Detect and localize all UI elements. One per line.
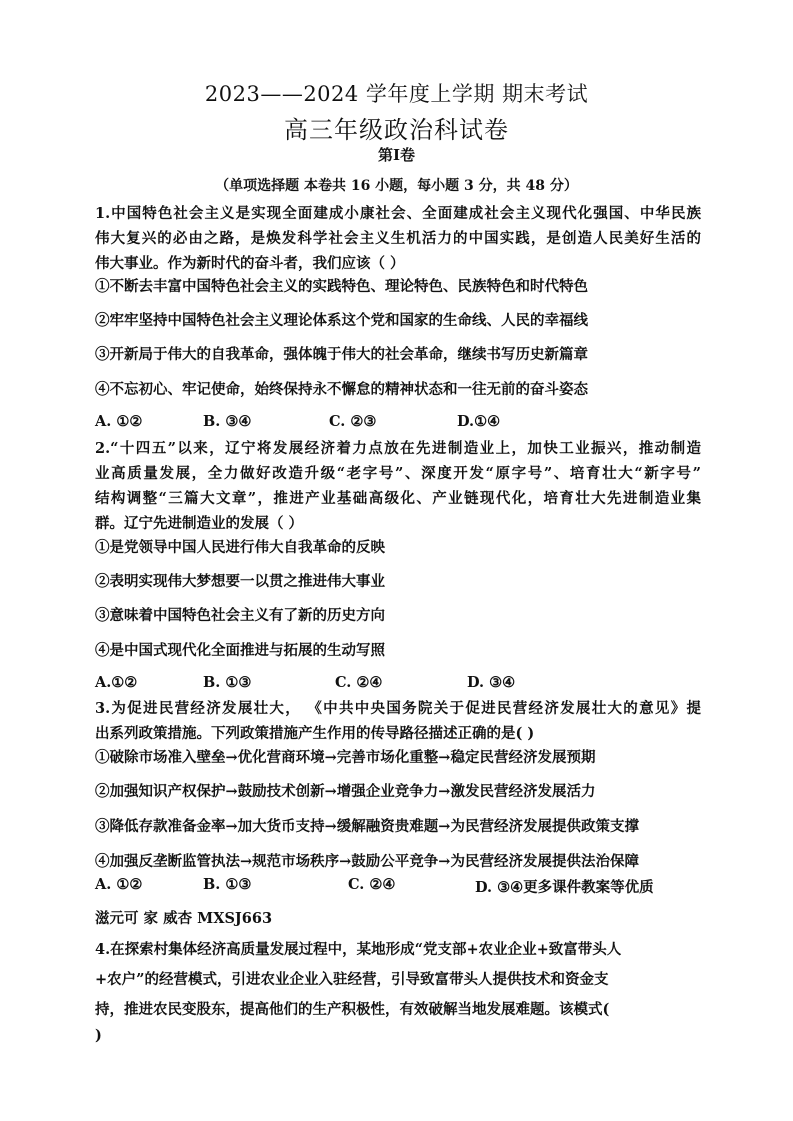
choice-c[interactable]: C. ②④ [335, 674, 383, 691]
question-1-stem-line: 1.中国特色社会主义是实现全面建成小康社会、全面建成社会主义现代化强国、中华民族 [95, 205, 701, 222]
choice-d[interactable]: D. ③④更多课件教案等优质 [475, 879, 654, 896]
choice-d[interactable]: D.①④ [457, 413, 501, 430]
question-4-stem-line: ) [95, 1027, 102, 1044]
question-1-stem [95, 201, 701, 276]
question-1-option-1: ①不断去丰富中国特色社会主义的实践特色、理论特色、民族特色和时代特色 [95, 278, 588, 295]
exam-subtitle: 高三年级政治科试卷 [284, 116, 509, 144]
question-2-stem-line: 2.“十四五”以来，辽宁将发展经济着力点放在先进制造业上，加快工业振兴，推动制造 [95, 440, 701, 457]
choice-a[interactable]: A.①② [95, 674, 138, 691]
section-instructions: （单项选择题 本卷共 16 小题，每小题 3 分，共 48 分） [215, 178, 578, 194]
question-1-option-3: ③开新局于伟大的自我革命，强体魄于伟大的社会革命，继续书写历史新篇章 [95, 346, 588, 363]
question-2-option-3: ③意味着中国特色社会主义有了新的历史方向 [95, 607, 385, 624]
question-1-option-2: ②牢牢坚持中国特色社会主义理论体系这个党和国家的生命线、人民的幸福线 [95, 312, 588, 329]
question-4-stem-line: 4.在探索村集体经济高质量发展过程中，某地形成“党支部+农业企业+致富带头人 [95, 941, 622, 958]
question-2-option-4: ④是中国式现代化全面推进与拓展的生动写照 [95, 642, 385, 659]
volume-label: 第Ⅰ卷 [377, 146, 416, 164]
question-2-stem-line: 结构调整“三篇大文章”，推进产业基础高级化、产业链现代化，培育壮大先进制造业集 [95, 490, 701, 507]
question-4-stem-line: +农户”的经营模式，引进农业企业入驻经营，引导致富带头人提供技术和资金支 [95, 971, 609, 988]
question-3-stem-line: 出系列政策措施。下列政策措施产生作用的传导路径描述正确的是( ) [95, 725, 535, 742]
choice-b[interactable]: B. ③④ [203, 413, 252, 430]
exam-title: 2023——2024 学年度上学期 期末考试 [204, 82, 589, 106]
question-2-stem-line: 群。辽宁先进制造业的发展（ ） [95, 515, 304, 532]
question-3-option-4: ④加强反垄断监管执法→规范市场秩序→鼓励公平竞争→为民营经济发展提供法治保障 [95, 853, 639, 870]
question-2-option-1: ①是党领导中国人民进行伟大自我革命的反映 [95, 539, 385, 556]
question-4-stem-line: 持，推进农民变股东，提高他们的生产积极性，有效破解当地发展难题。该模式( [95, 1001, 610, 1018]
choice-b[interactable]: B. ①③ [203, 674, 252, 691]
choice-c[interactable]: C. ②④ [348, 876, 396, 893]
question-3-stem [95, 696, 701, 746]
choice-c[interactable]: C. ②③ [329, 413, 377, 430]
question-2-stem [95, 436, 701, 536]
question-3-stem-line: 3.为促进民营经济发展壮大， 《中共中央国务院关于促进民营经济发展壮大的意见》提 [95, 700, 701, 717]
choice-b[interactable]: B. ①③ [203, 876, 252, 893]
question-3-option-3: ③降低存款准备金率→加大货币支持→缓解融资贵难题→为民营经济发展提供政策支撑 [95, 818, 639, 835]
question-2-stem-line: 业高质量发展，全力做好改造升级“老字号”、深度开发“原字号”、培育壮大“新字号” [95, 465, 701, 482]
watermark-text: 滋元可 家 威杏 MXSJ663 [95, 910, 273, 927]
question-1-stem-line: 伟大事业。作为新时代的奋斗者，我们应该（ ） [95, 255, 405, 272]
question-3-option-2: ②加强知识产权保护→鼓励技术创新→增强企业竞争力→激发民营经济发展活力 [95, 783, 596, 800]
question-1-option-4: ④不忘初心、牢记使命，始终保持永不懈怠的精神状态和一往无前的奋斗姿态 [95, 381, 588, 398]
choice-a[interactable]: A. ①② [95, 413, 143, 430]
question-1-stem-line: 伟大复兴的必由之路，是焕发科学社会主义生机活力的中国实践，是创造人民美好生活的 [95, 230, 701, 247]
choice-d[interactable]: D. ③④ [467, 674, 516, 691]
choice-a[interactable]: A. ①② [95, 876, 143, 893]
question-3-option-1: ①破除市场准入壁垒→优化营商环境→完善市场化重整→稳定民营经济发展预期 [95, 749, 596, 766]
question-2-option-2: ②表明实现伟大梦想要一以贯之推进伟大事业 [95, 573, 385, 590]
